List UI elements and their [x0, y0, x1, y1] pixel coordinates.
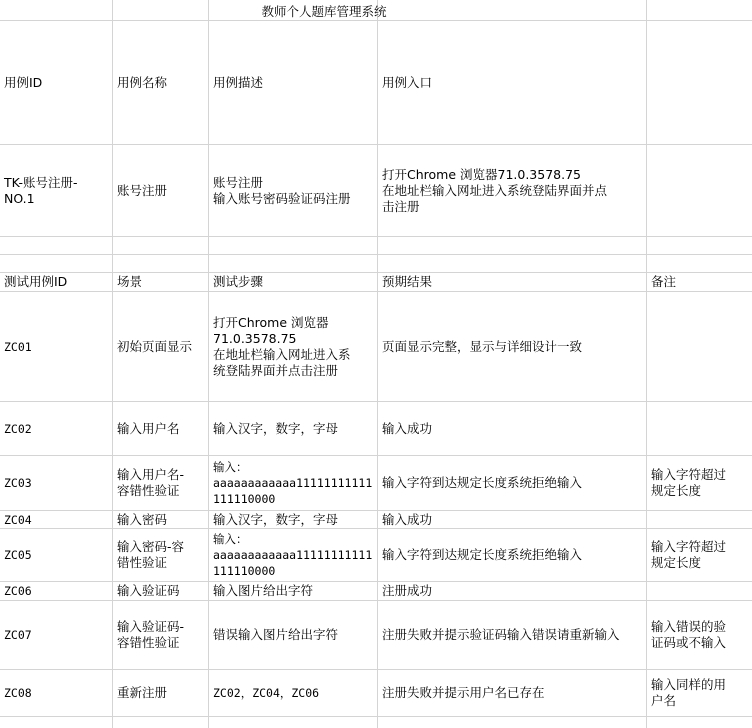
testcase-id[interactable]: ZC05 [4, 548, 32, 562]
testcase-expected[interactable]: 页面显示完整，显示与详细设计一致 [382, 338, 583, 354]
testcase-id[interactable]: ZC01 [4, 339, 32, 354]
testcase-id[interactable]: ZC07 [4, 628, 32, 642]
testcase-id[interactable]: ZC06 [4, 584, 32, 598]
testcase-scene[interactable]: 输入验证码 [117, 583, 180, 598]
testcase-steps[interactable]: 输入汉字，数字，字母 [213, 511, 339, 527]
testcase-expected[interactable]: 输入字符到达规定长度系统拒绝输入 [382, 475, 583, 490]
testcase-scene[interactable]: 重新注册 [117, 685, 168, 700]
testcase-id[interactable]: ZC03 [4, 476, 32, 490]
testcase-id[interactable]: ZC08 [4, 686, 32, 700]
usecase-name[interactable]: 账号注册 [117, 182, 168, 198]
testcase-id[interactable]: ZC02 [4, 421, 32, 436]
testcase-note[interactable] [647, 582, 752, 600]
testcase-scene[interactable]: 输入用户名- 容错性验证 [117, 467, 185, 498]
testcase-steps[interactable]: 输入汉字，数字，字母 [213, 420, 339, 436]
header-note[interactable]: 备注 [651, 274, 677, 289]
testcase-note[interactable] [647, 292, 752, 401]
testcase-steps[interactable]: ZC02，ZC04，ZC06 [213, 686, 320, 700]
testcase-expected[interactable]: 注册成功 [382, 583, 433, 598]
testcase-note[interactable] [647, 402, 752, 455]
testcase-steps[interactable]: 输入图片给出字符 [213, 583, 314, 598]
grid-line [0, 716, 752, 717]
testcase-note[interactable]: 输入字符超过 规定长度 [651, 467, 727, 498]
testcase-scene[interactable]: 输入用户名 [117, 420, 180, 436]
header-testcase-id[interactable]: 测试用例ID [4, 274, 68, 289]
testcase-steps[interactable]: 打开Chrome 浏览器 71.0.3578.75 在地址栏输入网址进入系 统登陆界面并点击注册 [213, 314, 351, 378]
testcase-expected[interactable]: 输入成功 [382, 511, 433, 527]
testcase-note[interactable]: 输入字符超过 规定长度 [651, 539, 727, 570]
testcase-scene[interactable]: 输入密码-容 错性验证 [117, 539, 185, 570]
testcase-id[interactable]: ZC04 [4, 512, 32, 527]
testcase-scene[interactable]: 输入密码 [117, 511, 168, 527]
testcase-note[interactable] [647, 511, 752, 528]
header-usecase-id[interactable]: 用例ID [4, 74, 43, 90]
testcase-steps[interactable]: 输入： aaaaaaaaaaaa11111111111 111110000 [213, 460, 373, 506]
testcase-steps[interactable]: 错误输入图片给出字符 [213, 627, 339, 642]
usecase-id[interactable]: TK-账号注册- NO.1 [4, 174, 78, 206]
testcase-expected[interactable]: 注册失败并提示验证码输入错误请重新输入 [382, 627, 620, 642]
testcase-expected[interactable]: 注册失败并提示用户名已存在 [382, 685, 545, 700]
testcase-scene[interactable]: 输入验证码- 容错性验证 [117, 619, 185, 650]
testcase-expected[interactable]: 输入字符到达规定长度系统拒绝输入 [382, 547, 583, 562]
grid-line [0, 254, 752, 255]
header-usecase-description[interactable]: 用例描述 [213, 74, 264, 90]
header-usecase-name[interactable]: 用例名称 [117, 74, 168, 90]
testcase-note[interactable]: 输入同样的用 户名 [651, 677, 727, 708]
testcase-steps[interactable]: 输入： aaaaaaaaaaaa11111111111 111110000 [213, 532, 373, 578]
testcase-scene[interactable]: 初始页面显示 [117, 338, 193, 354]
grid-line [0, 236, 752, 237]
testcase-expected[interactable]: 输入成功 [382, 420, 433, 436]
testcase-note[interactable]: 输入错误的验 证码或不输入 [651, 619, 727, 650]
header-usecase-entry[interactable]: 用例入口 [382, 74, 433, 90]
header-test-steps[interactable]: 测试步骤 [213, 274, 264, 289]
usecase-description[interactable]: 账号注册 输入账号密码验证码注册 [213, 174, 351, 206]
header-scene[interactable]: 场景 [117, 274, 143, 289]
header-expected-result[interactable]: 预期结果 [382, 274, 433, 289]
sheet-title[interactable]: 教师个人题库管理系统 [261, 3, 387, 19]
usecase-entry[interactable]: 打开Chrome 浏览器71.0.3578.75 在地址栏输入网址进入系统登陆界面并点 击注册 [382, 166, 608, 214]
